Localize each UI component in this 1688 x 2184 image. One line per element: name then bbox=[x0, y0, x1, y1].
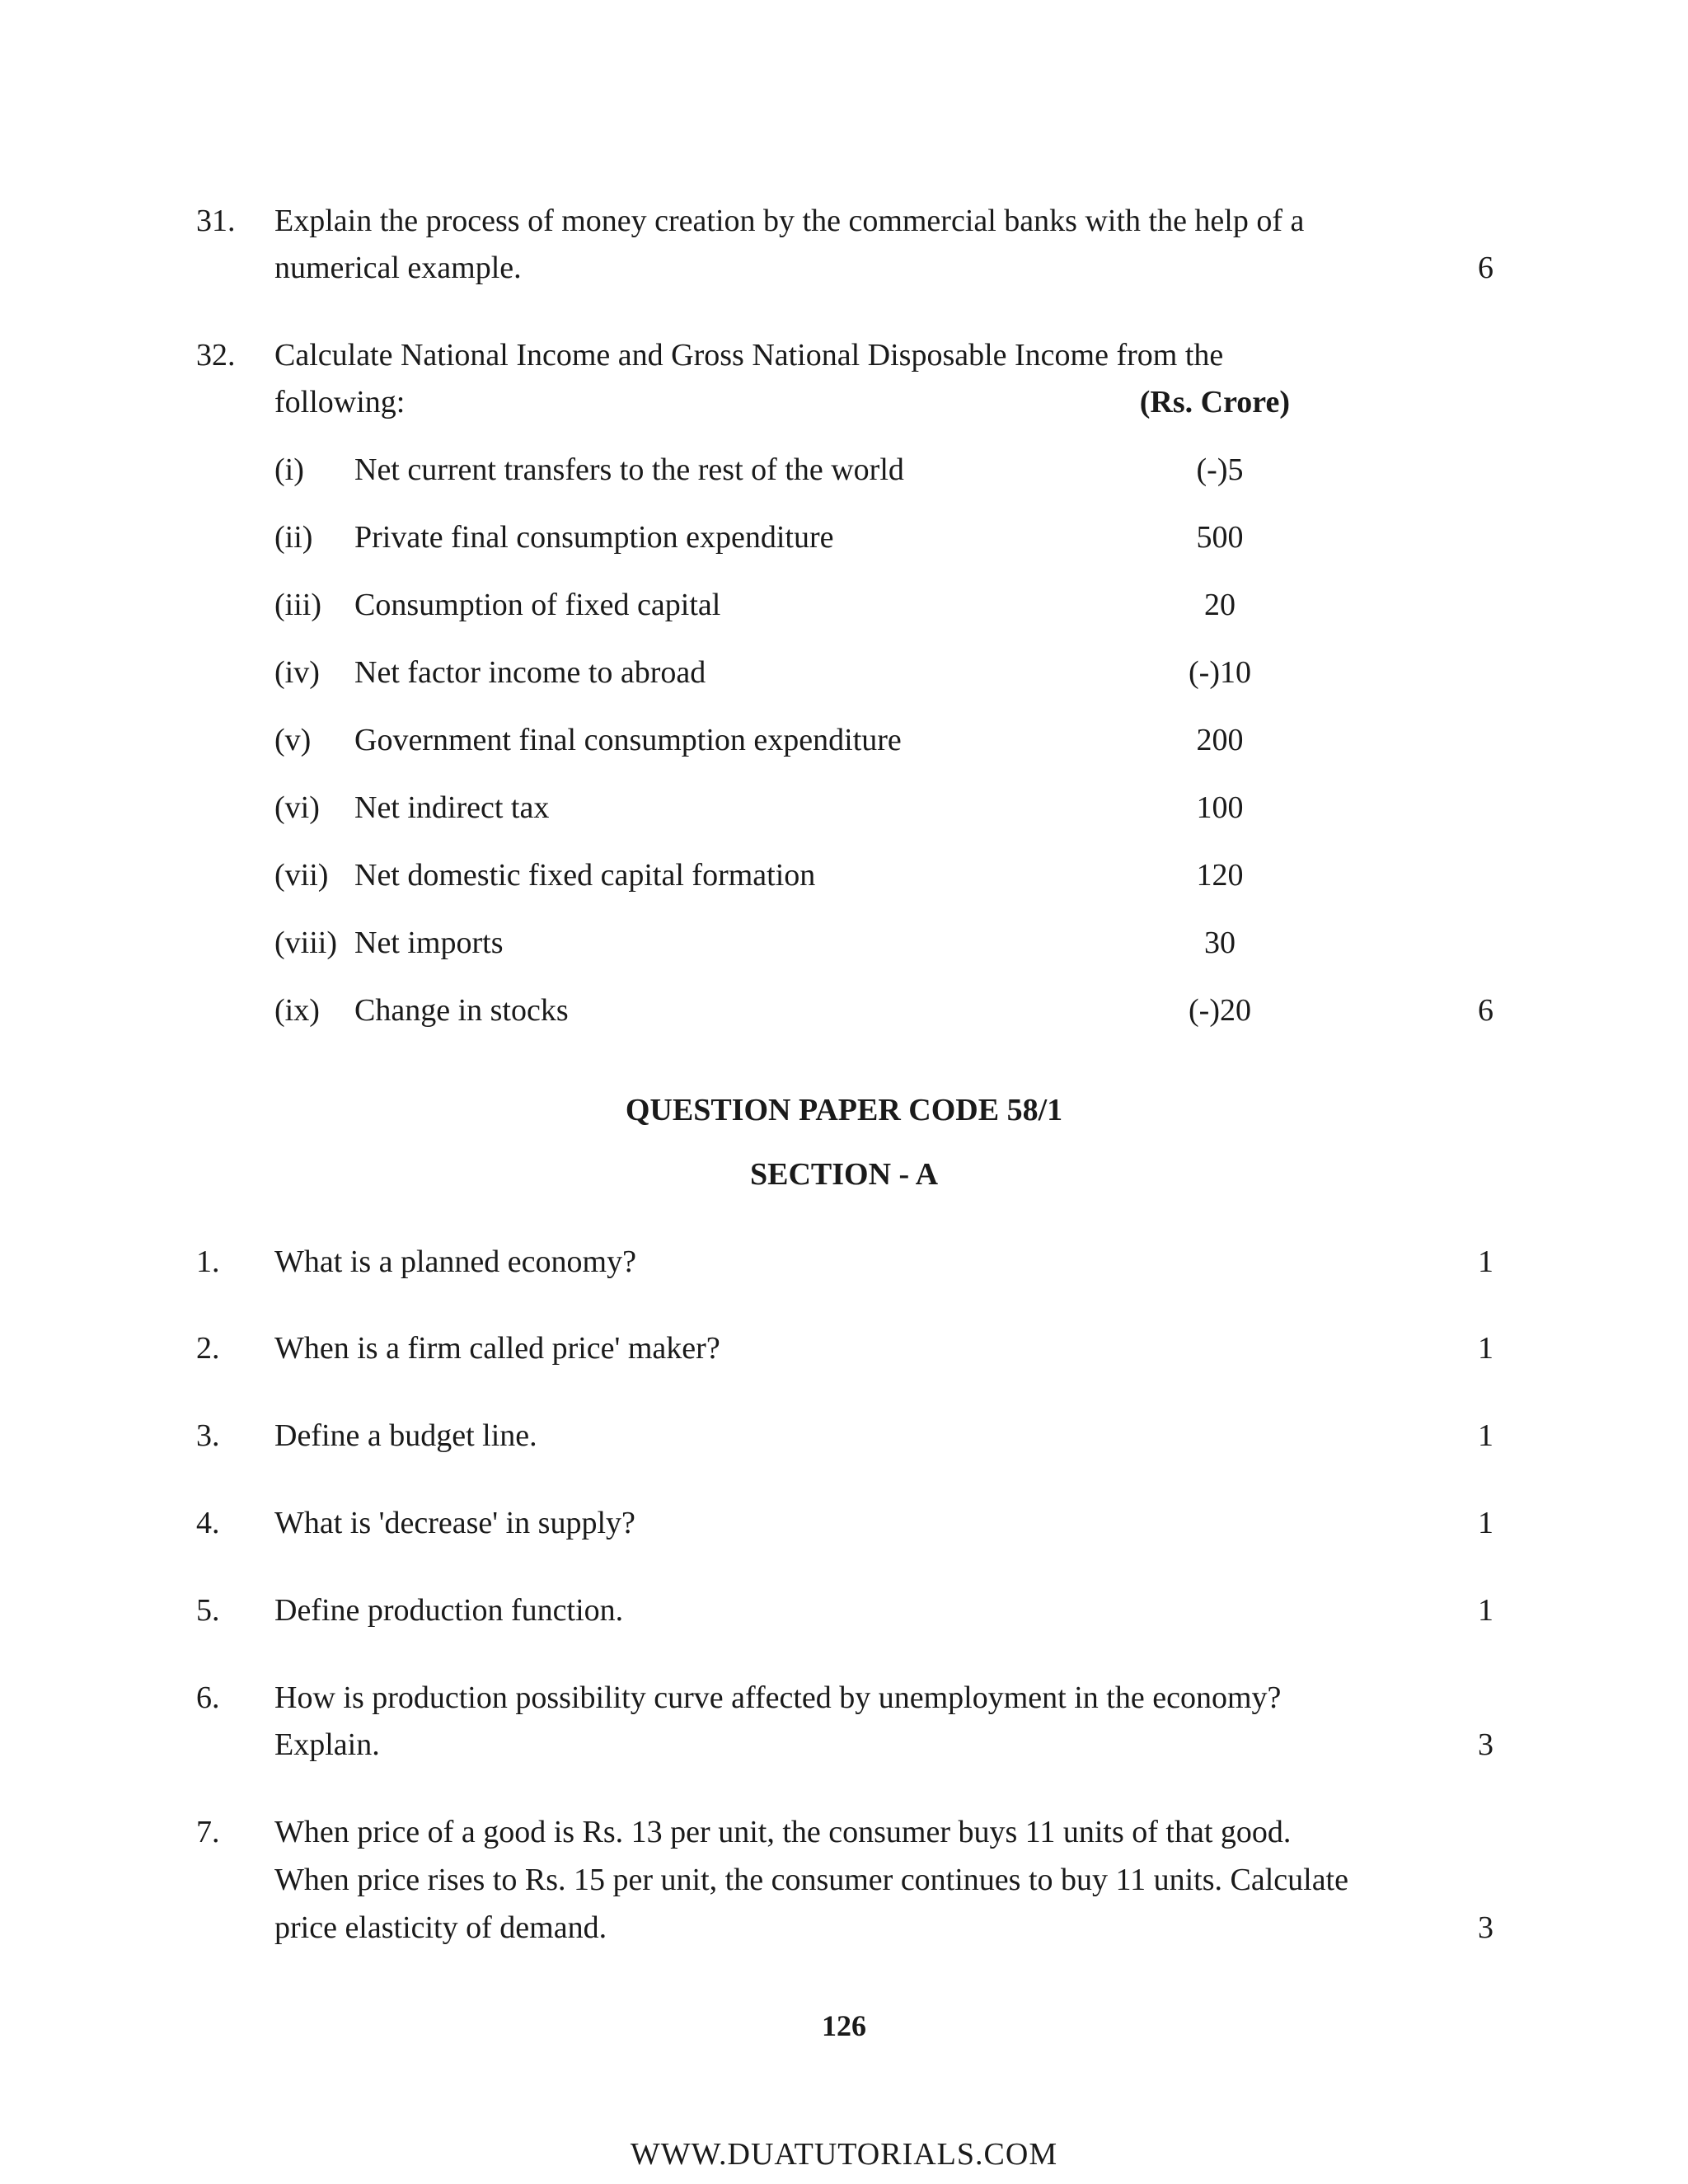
question-6-text-line-2: Explain. bbox=[274, 1727, 380, 1762]
section-heading: SECTION - A bbox=[749, 1157, 939, 1192]
question-31-text-line-2: numerical example. bbox=[274, 251, 522, 285]
question-6-marks: 3 bbox=[1478, 1727, 1493, 1762]
item-label: Net domestic fixed capital formation bbox=[354, 858, 816, 893]
question-7-text-line-1: When price of a good is Rs. 13 per unit, the consumer buys 11 units of that good. bbox=[274, 1815, 1292, 1849]
item-label: Net factor income to abroad bbox=[354, 655, 706, 690]
question-4-text: What is 'decrease' in supply? bbox=[274, 1506, 635, 1540]
question-2-marks: 1 bbox=[1478, 1331, 1493, 1366]
item-label: Net imports bbox=[354, 926, 504, 960]
item-roman: (i) bbox=[274, 452, 304, 487]
item-roman: (ix) bbox=[274, 993, 320, 1028]
item-value: (-)20 bbox=[1189, 993, 1251, 1028]
question-32-number: 32. bbox=[196, 338, 236, 373]
question-5-number: 5. bbox=[196, 1593, 220, 1628]
question-32-unit: (Rs. Crore) bbox=[1139, 385, 1290, 419]
question-7-marks: 3 bbox=[1478, 1910, 1493, 1945]
footer-website: WWW.DUATUTORIALS.COM bbox=[630, 2137, 1058, 2172]
question-5-text: Define production function. bbox=[274, 1593, 624, 1628]
question-2-number: 2. bbox=[196, 1331, 220, 1366]
question-31-marks: 6 bbox=[1478, 251, 1493, 285]
page-number: 126 bbox=[822, 2009, 866, 2042]
item-label: Government final consumption expenditure bbox=[354, 723, 902, 757]
item-label: Change in stocks bbox=[354, 993, 569, 1028]
item-label: Net indirect tax bbox=[354, 790, 550, 825]
question-32-text-line-1: Calculate National Income and Gross National Disposable Income from the bbox=[274, 338, 1224, 373]
item-value: 100 bbox=[1196, 790, 1244, 825]
question-1-number: 1. bbox=[196, 1244, 220, 1279]
item-label: Consumption of fixed capital bbox=[354, 588, 721, 622]
question-7-number: 7. bbox=[196, 1815, 220, 1849]
question-32-text-line-2: following: bbox=[274, 385, 406, 419]
question-3-text: Define a budget line. bbox=[274, 1418, 537, 1453]
question-31-text-line-1: Explain the process of money creation by the commercial banks with the help of a bbox=[274, 204, 1305, 238]
question-6-text-line-1: How is production possibility curve affected by unemployment in the economy? bbox=[274, 1680, 1282, 1715]
question-7-text-line-2: When price rises to Rs. 15 per unit, the consumer continues to buy 11 units. Calculate bbox=[274, 1863, 1348, 1897]
item-value: 30 bbox=[1204, 926, 1236, 960]
item-value: (-)10 bbox=[1189, 655, 1251, 690]
question-1-text: What is a planned economy? bbox=[274, 1244, 636, 1279]
question-5-marks: 1 bbox=[1478, 1593, 1493, 1628]
item-roman: (viii) bbox=[274, 926, 337, 960]
item-roman: (iii) bbox=[274, 588, 321, 622]
item-value: 120 bbox=[1196, 858, 1244, 893]
item-value: 20 bbox=[1204, 588, 1236, 622]
question-1-marks: 1 bbox=[1478, 1244, 1493, 1279]
question-3-number: 3. bbox=[196, 1418, 220, 1453]
item-label: Net current transfers to the rest of the world bbox=[354, 452, 904, 487]
question-4-marks: 1 bbox=[1478, 1506, 1493, 1540]
question-7-text-line-3: price elasticity of demand. bbox=[274, 1910, 607, 1945]
item-value: 200 bbox=[1196, 723, 1244, 757]
item-roman: (v) bbox=[274, 723, 312, 757]
item-value: 500 bbox=[1196, 520, 1244, 555]
question-32-marks: 6 bbox=[1478, 993, 1493, 1028]
question-31-number: 31. bbox=[196, 204, 236, 238]
item-value: (-)5 bbox=[1196, 452, 1244, 487]
item-roman: (vi) bbox=[274, 790, 320, 825]
item-roman: (ii) bbox=[274, 520, 313, 555]
question-4-number: 4. bbox=[196, 1506, 220, 1540]
question-2-text: When is a firm called price' maker? bbox=[274, 1331, 720, 1366]
item-roman: (iv) bbox=[274, 655, 320, 690]
question-6-number: 6. bbox=[196, 1680, 220, 1715]
item-label: Private final consumption expenditure bbox=[354, 520, 834, 555]
question-3-marks: 1 bbox=[1478, 1418, 1493, 1453]
item-roman: (vii) bbox=[274, 858, 329, 893]
paper-code-heading: QUESTION PAPER CODE 58/1 bbox=[625, 1093, 1063, 1127]
